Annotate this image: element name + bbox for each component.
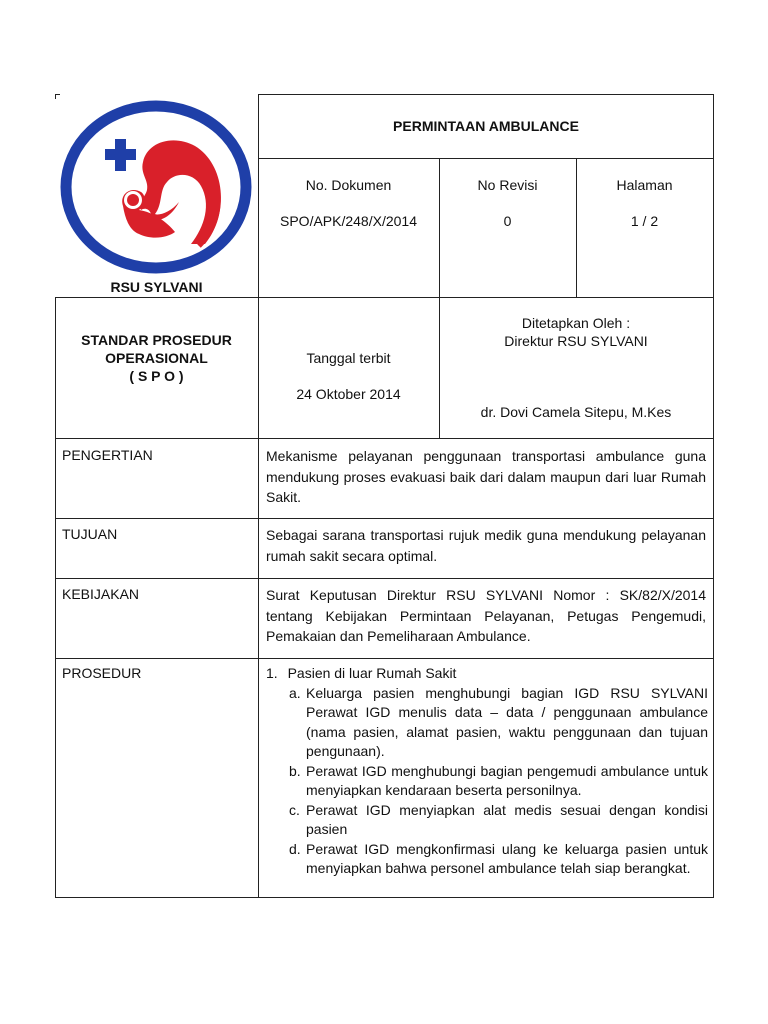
- table-border-tujuan-bottom: [55, 578, 714, 579]
- pengertian-label: PENGERTIAN: [62, 447, 153, 463]
- spo-heading-line3: ( S P O ): [129, 368, 184, 384]
- step-number: 1.: [266, 665, 278, 681]
- list-item: [289, 840, 708, 879]
- issue-date-value: 24 Oktober 2014: [296, 386, 401, 402]
- kebijakan-text: Surat Keputusan Direktur RSU SYLVANI Nomor : SK/82/X/2014 tentang Kebijakan Permintaan Pelayanan, Petugas Pengemudi, Pemakaian dan Pemeliharaan Ambulance.: [266, 587, 706, 644]
- approver-name: dr. Dovi Camela Sitepu, M.Kes: [480, 404, 672, 420]
- prosedur-step-1: [266, 664, 708, 684]
- table-border-pengertian-bottom: [55, 518, 714, 519]
- table-border-spo-bottom: [55, 438, 714, 439]
- approved-by-line1: Ditetapkan Oleh :: [521, 315, 631, 331]
- hospital-logo: [55, 94, 258, 297]
- list-item-text: Keluarga pasien menghubungi bagian IGD RSU SYLVANI Perawat IGD menulis data – data / penggunaan ambulance (nama pasien, alamat pasien, waktu penggunaan dan tujuan pengunaan).: [306, 684, 708, 759]
- table-border-title-bottom: [258, 158, 714, 159]
- doc-number-value: SPO/APK/248/X/2014: [280, 213, 417, 229]
- mother-child-logo-icon: [55, 94, 258, 297]
- table-border-left: [55, 297, 56, 898]
- prosedur-label: PROSEDUR: [62, 665, 142, 681]
- doc-number-label: No. Dokumen: [305, 177, 392, 193]
- page-value: 1 / 2: [630, 213, 659, 229]
- kebijakan-label: KEBIJAKAN: [62, 586, 140, 602]
- spo-heading: [55, 331, 258, 385]
- page-label: Halaman: [616, 177, 673, 193]
- spo-heading-line2: OPERASIONAL: [105, 350, 208, 366]
- pengertian-text: Mekanisme pelayanan penggunaan transportasi ambulance guna mendukung proses evakuasi baik dari dalam maupun dari luar Rumah Sakit.: [266, 448, 706, 505]
- table-border-right: [713, 94, 714, 898]
- issue-date-label: Tanggal terbit: [306, 350, 391, 366]
- list-item-letter: a.: [289, 684, 301, 701]
- list-item-letter: c.: [289, 801, 300, 818]
- prosedur-content: [266, 664, 708, 879]
- hospital-name: RSU SYLVANI: [110, 279, 203, 295]
- table-border-col2-right: [439, 158, 440, 438]
- table-border-bottom: [55, 897, 714, 898]
- tujuan-label: TUJUAN: [62, 526, 118, 542]
- spo-heading-line1: STANDAR PROSEDUR: [81, 332, 232, 348]
- list-item-text: Perawat IGD mengkonfirmasi ulang ke keluarga pasien untuk menyiapkan bahwa personel ambulance telah siap berangkat.: [306, 840, 708, 876]
- prosedur-substeps: [266, 684, 708, 879]
- list-item-letter: d.: [289, 840, 301, 857]
- spo-document: [55, 94, 714, 898]
- list-item-letter: b.: [289, 762, 301, 779]
- document-title: PERMINTAAN AMBULANCE: [393, 118, 579, 134]
- list-item: [289, 684, 708, 762]
- revision-label: No Revisi: [477, 177, 538, 193]
- step-title: Pasien di luar Rumah Sakit: [287, 665, 457, 681]
- table-border-top: [258, 94, 714, 95]
- list-item-text: Perawat IGD menghubungi bagian pengemudi ambulance untuk menyiapkan kendaraan beserta personilnya.: [306, 762, 708, 798]
- revision-value: 0: [503, 213, 512, 229]
- list-item: [289, 762, 708, 801]
- table-border-kebijakan-bottom: [55, 658, 714, 659]
- tujuan-text: Sebagai sarana transportasi rujuk medik guna mendukung pelayanan rumah sakit secara optimal.: [266, 527, 706, 564]
- approved-by-line2: Direktur RSU SYLVANI: [504, 333, 648, 349]
- list-item: [289, 801, 708, 840]
- list-item-text: Perawat IGD menyiapkan alat medis sesuai dengan kondisi pasien: [306, 801, 708, 837]
